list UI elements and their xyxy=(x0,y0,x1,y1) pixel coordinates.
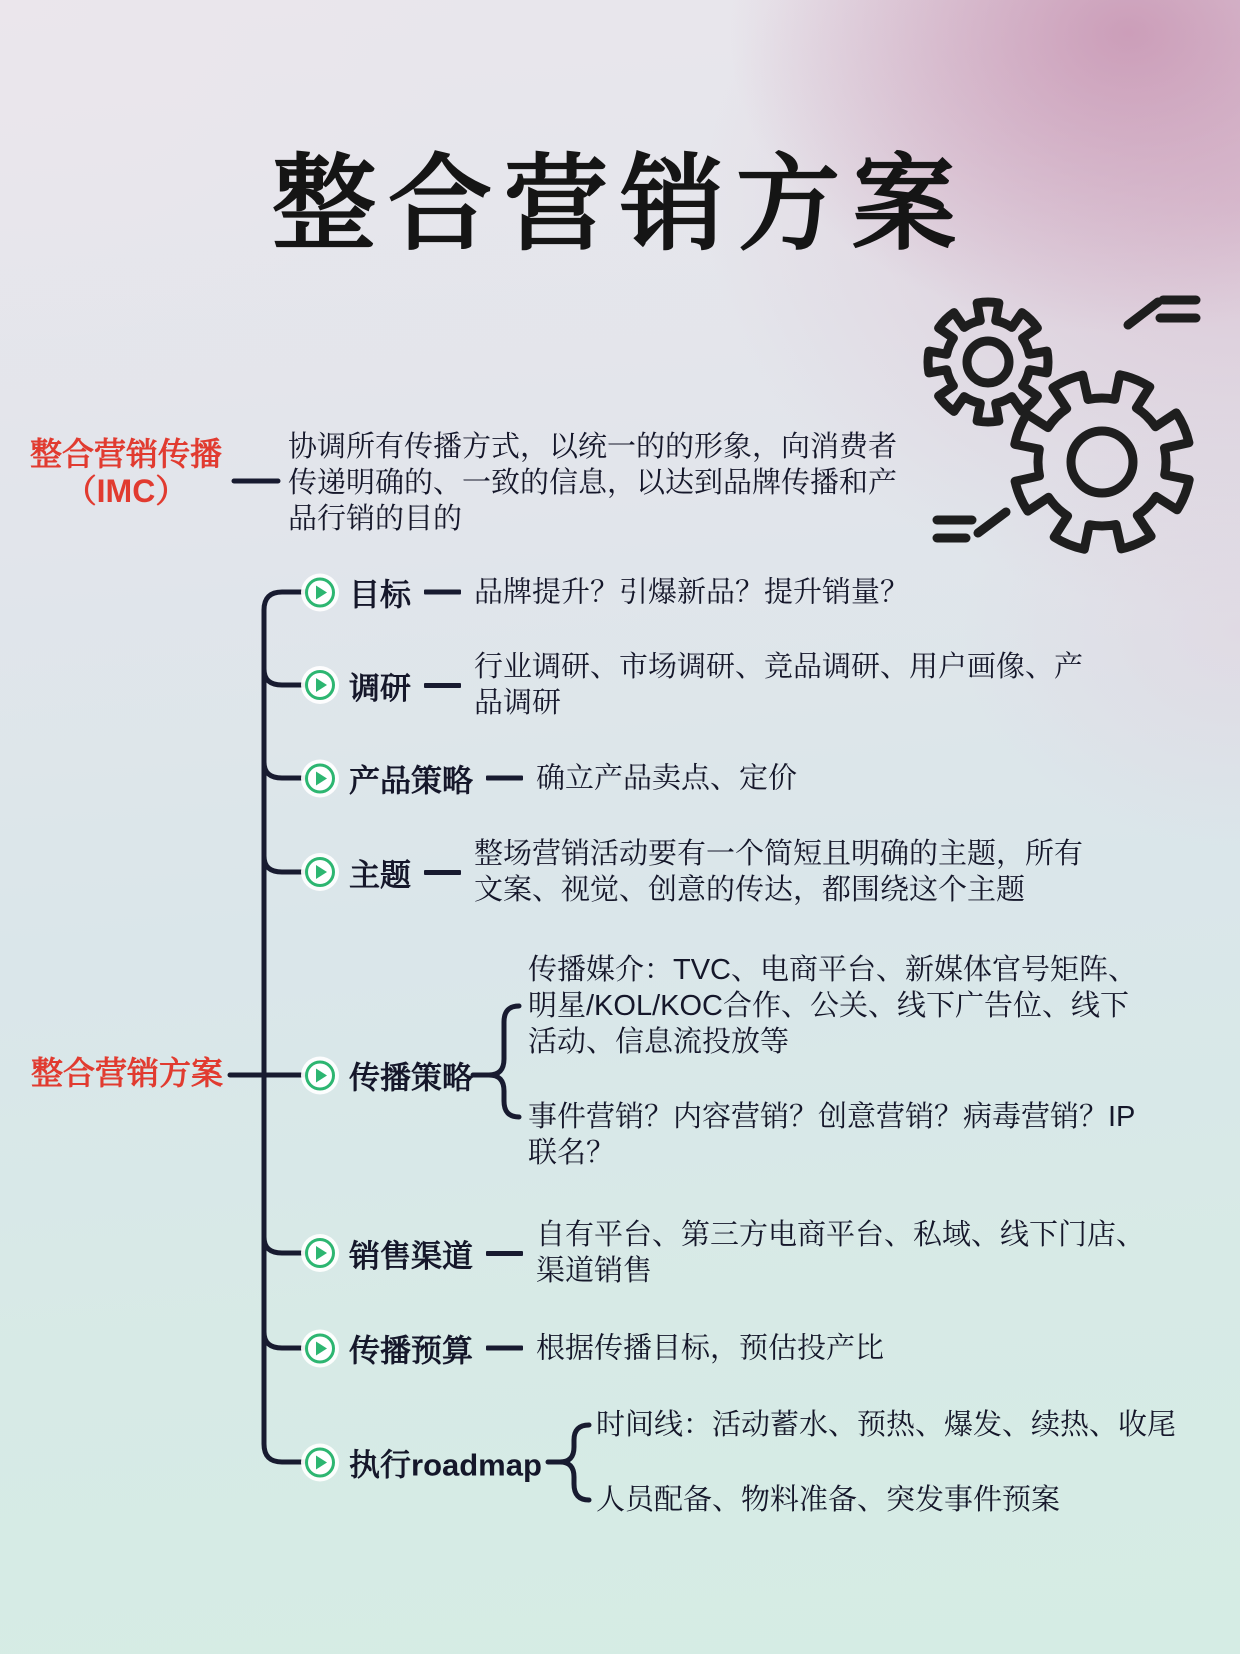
play-icon xyxy=(305,1447,335,1477)
root-node-label: 整合营销方案 xyxy=(30,1055,223,1091)
branch-label: 主题 xyxy=(349,857,411,893)
branch-budget xyxy=(305,1326,884,1371)
staffing-text: 人员配备、物料准备、突发事件预案 xyxy=(596,1484,1061,1516)
imc-description: 协调所有传播方式，以统一的的形象，向消费者传递明确的、一致的信息，以达到品牌传播和产品行销的目的 xyxy=(288,431,898,535)
branch-goal xyxy=(305,570,909,615)
dash-connector xyxy=(486,1346,523,1351)
play-triangle-icon xyxy=(316,1341,327,1355)
play-triangle-icon xyxy=(316,1068,327,1082)
gears-icon xyxy=(928,300,1196,549)
branch-research xyxy=(305,649,1096,721)
big-gear-hole xyxy=(1071,431,1133,493)
branch-label: 目标 xyxy=(349,577,411,613)
timeline-text: 时间线：活动蓄水、预热、爆发、续热、收尾 xyxy=(596,1409,1177,1441)
branch-sales-channels xyxy=(305,1217,1158,1289)
play-icon xyxy=(305,1238,335,1268)
play-icon xyxy=(305,763,335,793)
play-triangle-icon xyxy=(316,1246,327,1260)
branch-theme xyxy=(305,836,1096,908)
dash-connector xyxy=(424,590,461,595)
branch-text: 确立产品卖点、定价 xyxy=(536,762,798,794)
imc-label-line2: （IMC） xyxy=(64,473,188,509)
branch-label: 传播预算 xyxy=(349,1333,473,1369)
dash-connector xyxy=(424,870,461,875)
branch-roadmap xyxy=(305,1440,542,1485)
imc-label-line1: 整合营销传播 xyxy=(29,436,222,472)
dash-connector xyxy=(486,776,523,781)
imc-node xyxy=(20,436,232,510)
communication-media-text: 传播媒介：TVC、电商平台、新媒体官号矩阵、明星/KOL/KOC合作、公关、线下广告位、线下活动、信息流投放等 xyxy=(528,954,1138,1058)
branch-label: 销售渠道 xyxy=(349,1238,473,1274)
branch-text: 根据传播目标，预估投产比 xyxy=(536,1332,885,1364)
big-gear-icon xyxy=(1015,375,1189,549)
play-icon xyxy=(305,1060,335,1090)
play-icon xyxy=(305,857,335,887)
small-gear-icon xyxy=(928,302,1048,422)
play-triangle-icon xyxy=(316,771,327,785)
marketing-types-text: 事件营销？内容营销？创意营销？病毒营销？IP联名？ xyxy=(528,1101,1136,1169)
branch-text: 自有平台、第三方电商平台、私域、线下门店、渠道销售 xyxy=(536,1219,1146,1287)
branch-product-strategy xyxy=(305,756,797,801)
small-gear-hole xyxy=(967,341,1009,383)
branch-label: 执行roadmap xyxy=(349,1447,542,1483)
play-triangle-icon xyxy=(316,865,327,879)
branch-text: 行业调研、市场调研、竞品调研、用户画像、产品调研 xyxy=(474,651,1084,719)
branch-communication-strategy xyxy=(305,1053,473,1098)
dash-connector xyxy=(486,1251,523,1256)
dash-connector xyxy=(424,683,461,688)
branch-text: 整场营销活动要有一个简短且明确的主题，所有文案、视觉、创意的传达，都围绕这个主题 xyxy=(474,838,1084,906)
branch-label: 传播策略 xyxy=(349,1060,473,1096)
play-triangle-icon xyxy=(316,585,327,599)
play-triangle-icon xyxy=(316,678,327,692)
branch-text: 品牌提升？引爆新品？提升销量？ xyxy=(474,576,910,608)
play-icon xyxy=(305,670,335,700)
branch-label: 产品策略 xyxy=(349,763,473,799)
branch-label: 调研 xyxy=(349,670,411,706)
page-title: 整合营销方案 xyxy=(271,147,968,263)
play-icon xyxy=(305,577,335,607)
play-triangle-icon xyxy=(316,1455,327,1469)
play-icon xyxy=(305,1333,335,1363)
